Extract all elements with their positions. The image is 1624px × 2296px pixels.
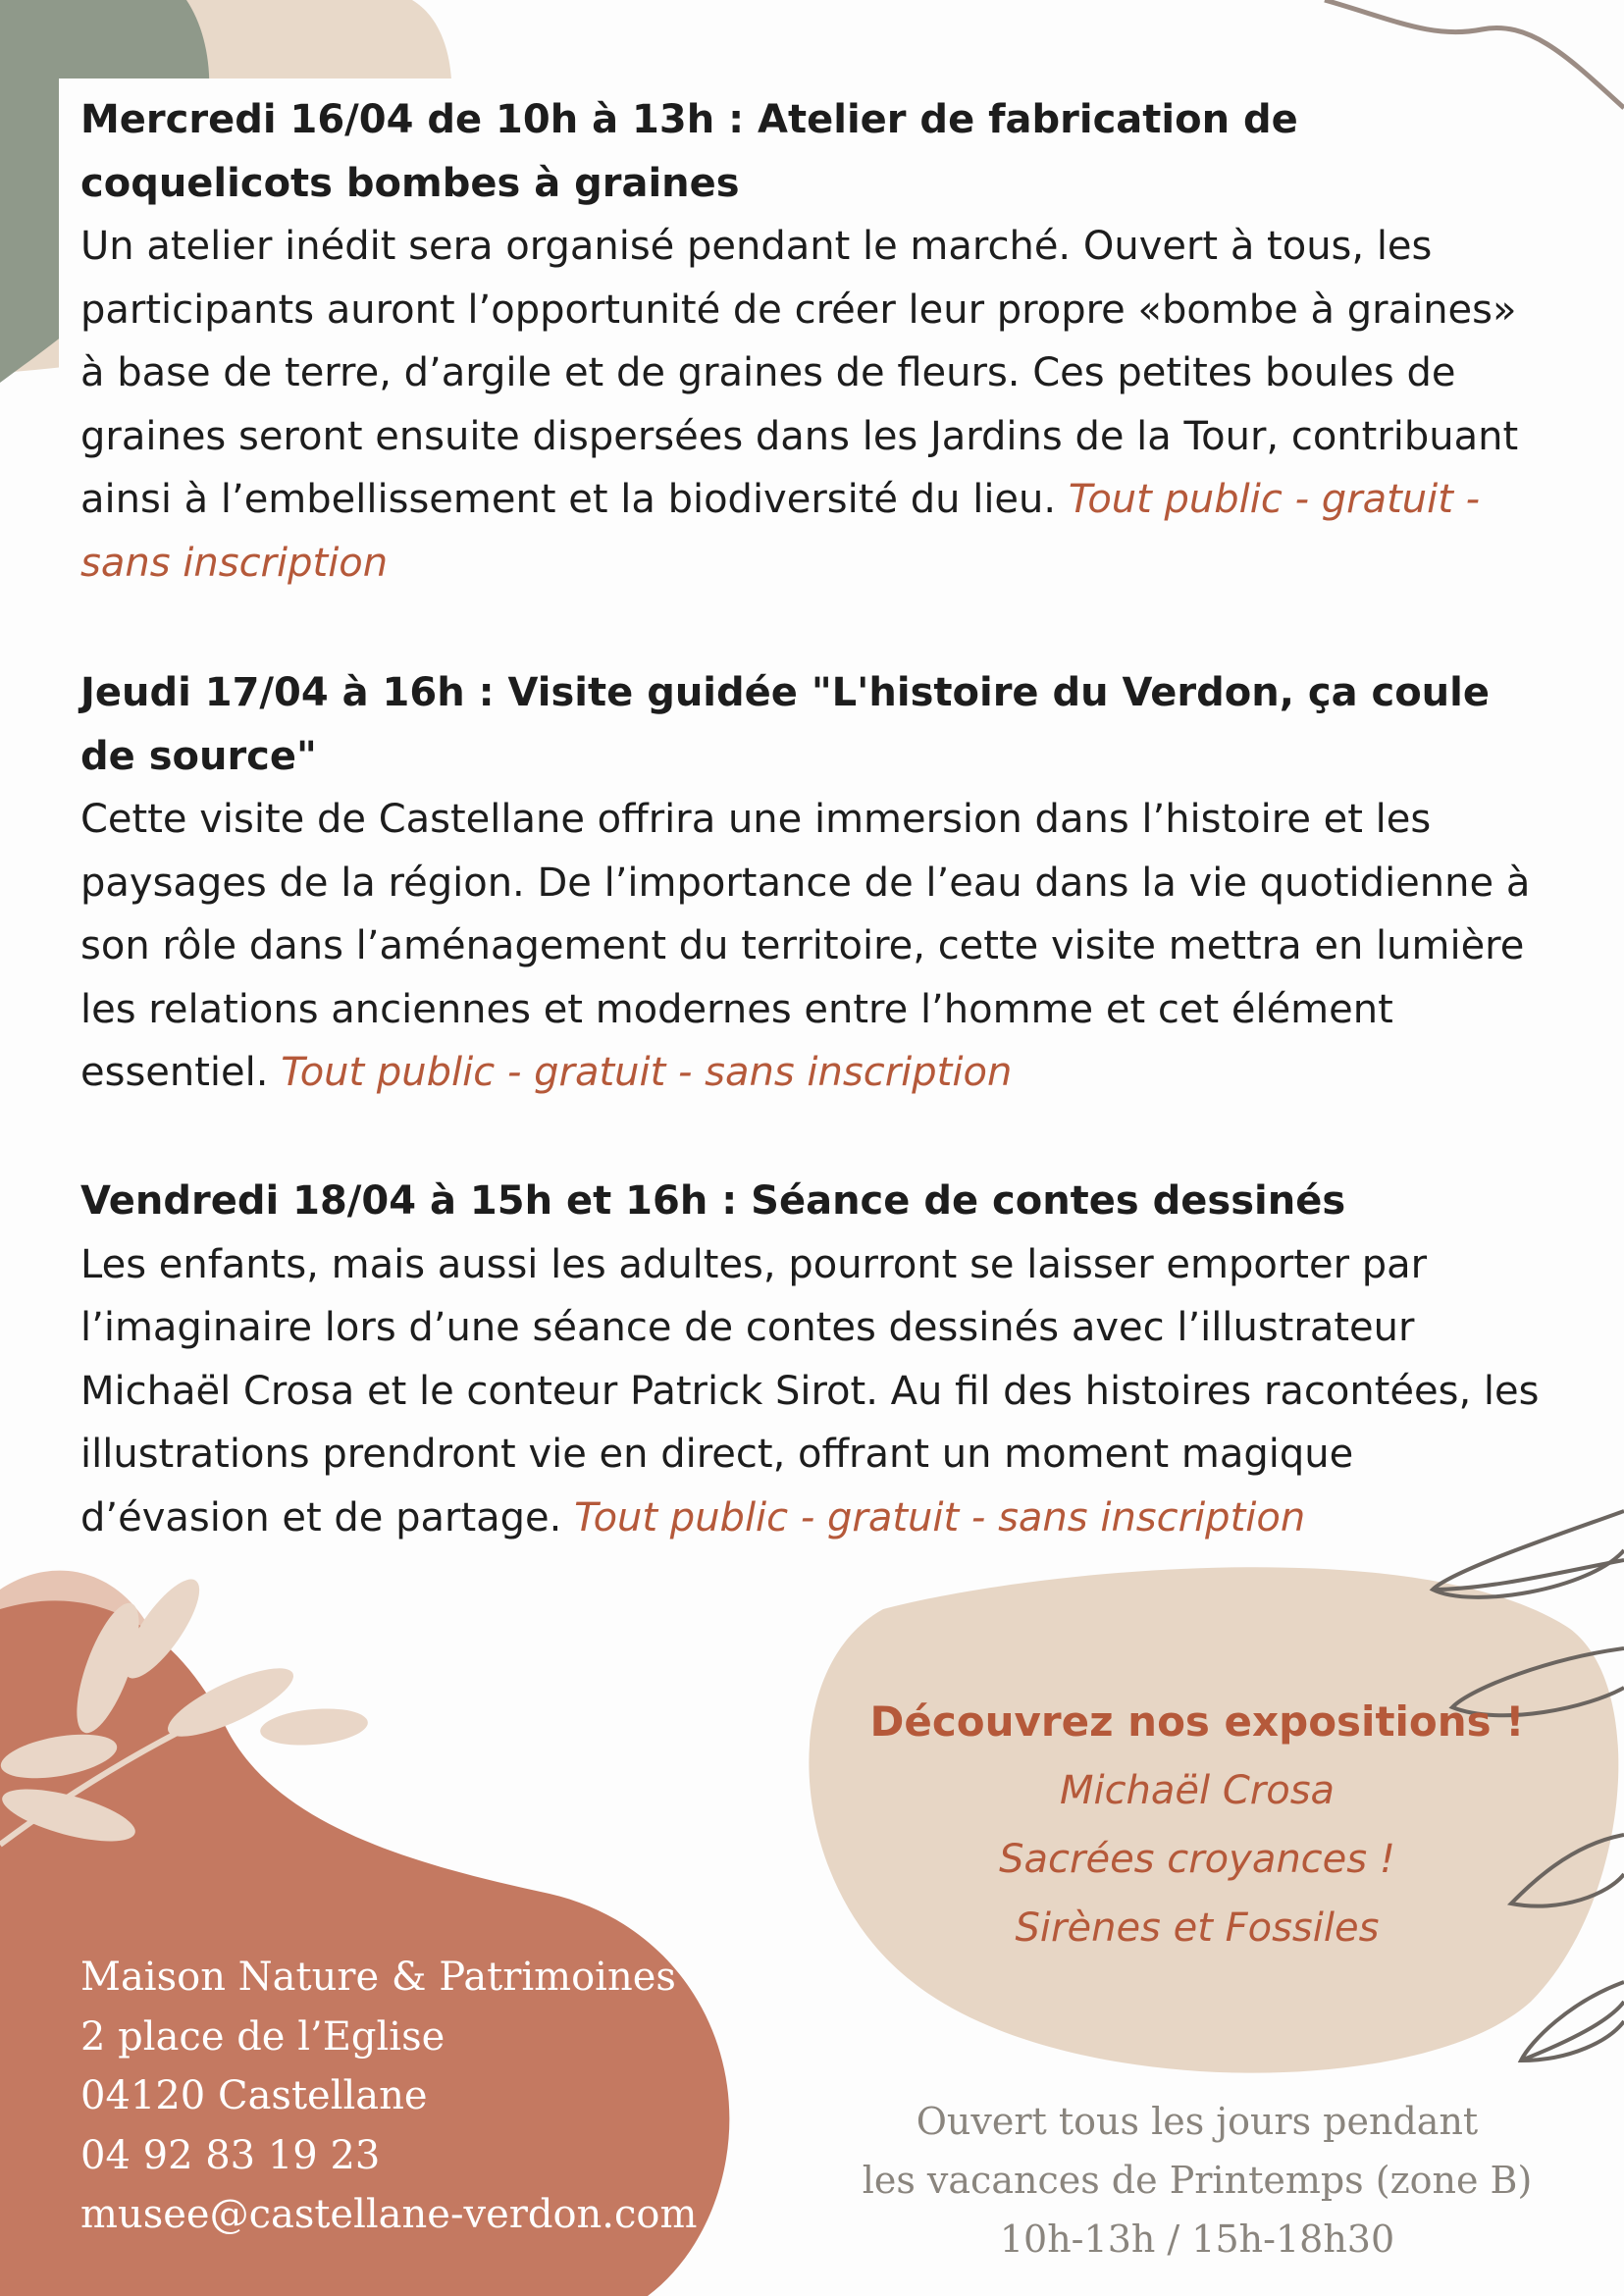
- city: 04120 Castellane: [80, 2073, 428, 2118]
- venue-name: Maison Nature & Patrimoines: [80, 1955, 676, 2000]
- hours-line-3: 10h-13h / 15h-18h30: [999, 2218, 1395, 2261]
- event-description: Cette visite de Castellane offrira une immersion dans l’histoire et les paysages de la région. De l’importance de l’eau dans la vie quotidienne à son rôle dans l’aménagement du territoire, cette visite mettra en lumière les relations anciennes et modernes entre l’homme et cet élément essentiel.: [80, 797, 1531, 1095]
- event-1: [80, 88, 1552, 595]
- exposition-item: Michaël Crosa: [1059, 1768, 1336, 1813]
- email-link[interactable]: musee@castellane-verdon.com: [80, 2192, 698, 2237]
- opening-hours: [805, 2092, 1590, 2269]
- event-audience-tag: Tout public - gratuit - sans inscription: [281, 1050, 1013, 1095]
- street-address: 2 place de l’Eglise: [80, 2013, 445, 2060]
- event-body: [80, 788, 1552, 1105]
- phone-number[interactable]: 04 92 83 19 23: [80, 2132, 381, 2178]
- expositions-box: [834, 1688, 1560, 1962]
- hours-line-1: Ouvert tous les jours pendant: [916, 2100, 1479, 2143]
- event-2: [80, 661, 1552, 1105]
- event-body: [80, 1233, 1552, 1550]
- event-audience-tag: Tout public - gratuit - sans inscription: [574, 1494, 1306, 1540]
- event-audience-tag: Tout public - gratuit - sans inscription: [80, 477, 1481, 586]
- event-3: [80, 1170, 1552, 1549]
- expositions-title: Découvrez nos expositions !: [869, 1697, 1525, 1746]
- exposition-item: Sirènes et Fossiles: [1015, 1905, 1380, 1951]
- event-title: Vendredi 18/04 à 15h et 16h : Séance de contes dessinés: [80, 1178, 1346, 1224]
- event-title: Jeudi 17/04 à 16h : Visite guidée "L'histoire du Verdon, ça coule de source": [80, 670, 1490, 779]
- event-title: Mercredi 16/04 de 10h à 13h : Atelier de fabrication de coquelicots bombes à graines: [80, 97, 1298, 206]
- address-block: [80, 1948, 697, 2245]
- event-description: Les enfants, mais aussi les adultes, pourront se laisser emporter par l’imaginaire lors d’une séance de contes dessinés avec l’illustrateur Michaël Crosa et le conteur Patrick Sirot. Au fil des histoires racontées, les illustrations prendront vie en direct, offrant un moment magique d’évasion et de partage.: [80, 1241, 1540, 1540]
- exposition-item: Sacrées croyances !: [999, 1837, 1395, 1882]
- hours-line-2: les vacances de Printemps (zone B): [862, 2159, 1533, 2202]
- event-body: [80, 215, 1552, 595]
- event-description: Un atelier inédit sera organisé pendant le marché. Ouvert à tous, les participants auront l’opportunité de créer leur propre «bombe à graines» à base de terre, d’argile et de graines de fleurs. Ces petites boules de graines seront ensuite dispersées dans les Jardins de la Tour, contribuant ainsi à l’embellissement et la biodiversité du lieu.: [80, 224, 1519, 522]
